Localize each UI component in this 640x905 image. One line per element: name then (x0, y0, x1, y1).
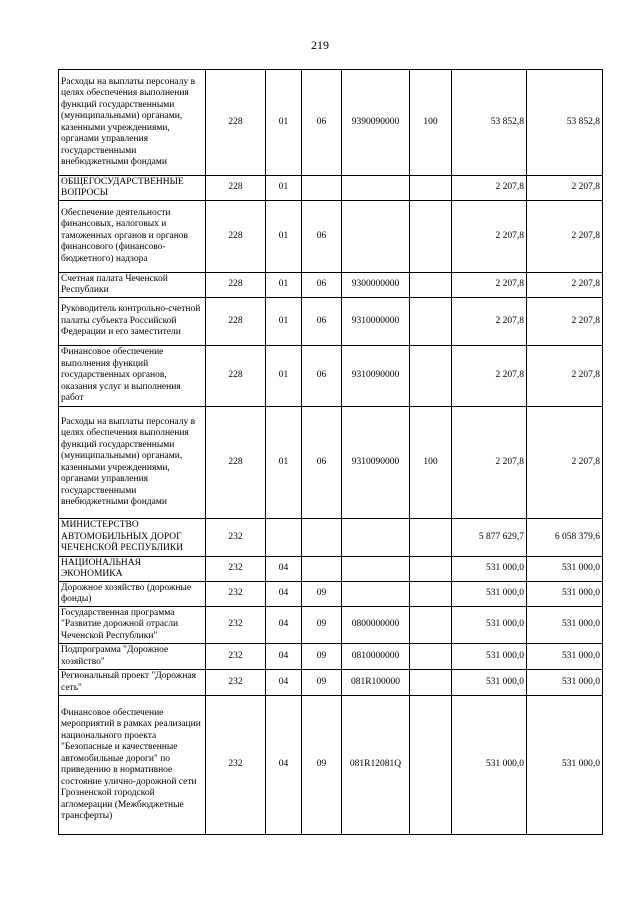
amount-year-2: 531 000,0 (527, 644, 603, 670)
ministry-code: 228 (206, 70, 266, 176)
section-code: 01 (266, 70, 302, 176)
ministry-code: 228 (206, 273, 266, 298)
amount-year-1: 2 207,8 (452, 201, 527, 273)
amount-year-1: 531 000,0 (452, 670, 527, 696)
amount-year-1: 531 000,0 (452, 607, 527, 644)
table-row (59, 346, 603, 407)
row-name: Руководитель контрольно-счетной палаты субъекта Российской Федерации и его заместители (59, 298, 206, 346)
expense-type-code (410, 176, 452, 201)
budget-table (58, 69, 603, 835)
expense-type-code (410, 298, 452, 346)
section-code (266, 519, 302, 557)
expense-type-code: 100 (410, 407, 452, 519)
subsection-code: 06 (302, 407, 342, 519)
section-code: 04 (266, 670, 302, 696)
expense-type-code (410, 607, 452, 644)
table-row (59, 696, 603, 835)
section-code: 04 (266, 607, 302, 644)
target-article-code: 9310090000 (342, 407, 410, 519)
table-row (59, 70, 603, 176)
target-article-code: 9390090000 (342, 70, 410, 176)
target-article-code: 081R12081Q (342, 696, 410, 835)
expense-type-code (410, 582, 452, 607)
ministry-code: 228 (206, 407, 266, 519)
amount-year-1: 53 852,8 (452, 70, 527, 176)
row-name: Обеспечение деятельности финансовых, налоговых и таможенных органов и органов финансового (финансово-бюджетного) надзора (59, 201, 206, 273)
amount-year-1: 531 000,0 (452, 582, 527, 607)
ministry-code: 232 (206, 670, 266, 696)
subsection-code: 09 (302, 644, 342, 670)
subsection-code (302, 557, 342, 582)
amount-year-2: 531 000,0 (527, 670, 603, 696)
row-name: Расходы на выплаты персоналу в целях обеспечения выполнения функций государственными (муниципальными) органами, казенными учреждениями, органами управления государственными внебюджетными фондами (59, 70, 206, 176)
amount-year-1: 5 877 629,7 (452, 519, 527, 557)
ministry-code: 232 (206, 607, 266, 644)
expense-type-code: 100 (410, 70, 452, 176)
ministry-code: 228 (206, 346, 266, 407)
row-name: Финансовое обеспечение мероприятий в рамках реализации национального проекта "Безопасные и качественные автомобильные дороги" по приведению в нормативное состояние улично-дорожной сети Грозненской городской агломерации (Межбюджетные трансферты) (59, 696, 206, 835)
subsection-code: 09 (302, 670, 342, 696)
target-article-code: 9310090000 (342, 346, 410, 407)
amount-year-2: 2 207,8 (527, 201, 603, 273)
target-article-code (342, 176, 410, 201)
target-article-code: 9300000000 (342, 273, 410, 298)
amount-year-2: 2 207,8 (527, 346, 603, 407)
target-article-code: 0800000000 (342, 607, 410, 644)
amount-year-2: 6 058 379,6 (527, 519, 603, 557)
ministry-code: 232 (206, 644, 266, 670)
section-code: 04 (266, 696, 302, 835)
expense-type-code (410, 670, 452, 696)
amount-year-1: 531 000,0 (452, 557, 527, 582)
section-code: 01 (266, 346, 302, 407)
subsection-code (302, 519, 342, 557)
expense-type-code (410, 696, 452, 835)
amount-year-2: 2 207,8 (527, 273, 603, 298)
expense-type-code (410, 557, 452, 582)
section-code: 01 (266, 298, 302, 346)
amount-year-2: 2 207,8 (527, 176, 603, 201)
table-row (59, 201, 603, 273)
subsection-code: 06 (302, 273, 342, 298)
subsection-code: 06 (302, 346, 342, 407)
row-name: Государственная программа "Развитие дорожной отрасли Чеченской Республики" (59, 607, 206, 644)
ministry-code: 228 (206, 298, 266, 346)
amount-year-1: 2 207,8 (452, 346, 527, 407)
table-row (59, 557, 603, 582)
subsection-code (302, 176, 342, 201)
section-code: 04 (266, 557, 302, 582)
row-name: Региональный проект "Дорожная сеть" (59, 670, 206, 696)
ministry-code: 232 (206, 519, 266, 557)
expense-type-code (410, 644, 452, 670)
target-article-code: 9310000000 (342, 298, 410, 346)
row-name: МИНИСТЕРСТВО АВТОМОБИЛЬНЫХ ДОРОГ ЧЕЧЕНСКОЙ РЕСПУБЛИКИ (59, 519, 206, 557)
table-row (59, 582, 603, 607)
amount-year-2: 531 000,0 (527, 557, 603, 582)
table-row (59, 607, 603, 644)
section-code: 04 (266, 582, 302, 607)
row-name: Расходы на выплаты персоналу в целях обеспечения выполнения функций государственными (муниципальными) органами, казенными учреждениями, органами управления государственными внебюджетными фондами (59, 407, 206, 519)
subsection-code: 09 (302, 582, 342, 607)
amount-year-1: 531 000,0 (452, 696, 527, 835)
subsection-code: 06 (302, 298, 342, 346)
section-code: 01 (266, 407, 302, 519)
row-name: Подпрограмма "Дорожное хозяйство" (59, 644, 206, 670)
target-article-code: 0810000000 (342, 644, 410, 670)
section-code: 04 (266, 644, 302, 670)
target-article-code (342, 201, 410, 273)
ministry-code: 232 (206, 696, 266, 835)
section-code: 01 (266, 273, 302, 298)
subsection-code: 06 (302, 201, 342, 273)
ministry-code: 232 (206, 582, 266, 607)
row-name: Финансовое обеспечение выполнения функций государственных органов, оказания услуг и выполнения работ (59, 346, 206, 407)
amount-year-2: 2 207,8 (527, 298, 603, 346)
target-article-code (342, 582, 410, 607)
row-name: Дорожное хозяйство (дорожные фонды) (59, 582, 206, 607)
ministry-code: 232 (206, 557, 266, 582)
table-row (59, 644, 603, 670)
table-row (59, 298, 603, 346)
page-number: 219 (311, 38, 329, 52)
expense-type-code (410, 519, 452, 557)
row-name: Счетная палата Чеченской Республики (59, 273, 206, 298)
expense-type-code (410, 201, 452, 273)
row-name: НАЦИОНАЛЬНАЯ ЭКОНОМИКА (59, 557, 206, 582)
amount-year-2: 531 000,0 (527, 582, 603, 607)
table-row (59, 176, 603, 201)
amount-year-1: 2 207,8 (452, 407, 527, 519)
ministry-code: 228 (206, 201, 266, 273)
table-row (59, 670, 603, 696)
ministry-code: 228 (206, 176, 266, 201)
target-article-code (342, 519, 410, 557)
amount-year-1: 2 207,8 (452, 298, 527, 346)
amount-year-1: 531 000,0 (452, 644, 527, 670)
table-row (59, 273, 603, 298)
expense-type-code (410, 273, 452, 298)
expense-type-code (410, 346, 452, 407)
table-row (59, 519, 603, 557)
amount-year-2: 2 207,8 (527, 407, 603, 519)
subsection-code: 06 (302, 70, 342, 176)
amount-year-2: 531 000,0 (527, 607, 603, 644)
target-article-code (342, 557, 410, 582)
target-article-code: 081R100000 (342, 670, 410, 696)
subsection-code: 09 (302, 696, 342, 835)
amount-year-1: 2 207,8 (452, 273, 527, 298)
table-row (59, 407, 603, 519)
row-name: ОБЩЕГОСУДАРСТВЕННЫЕ ВОПРОСЫ (59, 176, 206, 201)
amount-year-1: 2 207,8 (452, 176, 527, 201)
section-code: 01 (266, 176, 302, 201)
section-code: 01 (266, 201, 302, 273)
subsection-code: 09 (302, 607, 342, 644)
amount-year-2: 531 000,0 (527, 696, 603, 835)
amount-year-2: 53 852,8 (527, 70, 603, 176)
